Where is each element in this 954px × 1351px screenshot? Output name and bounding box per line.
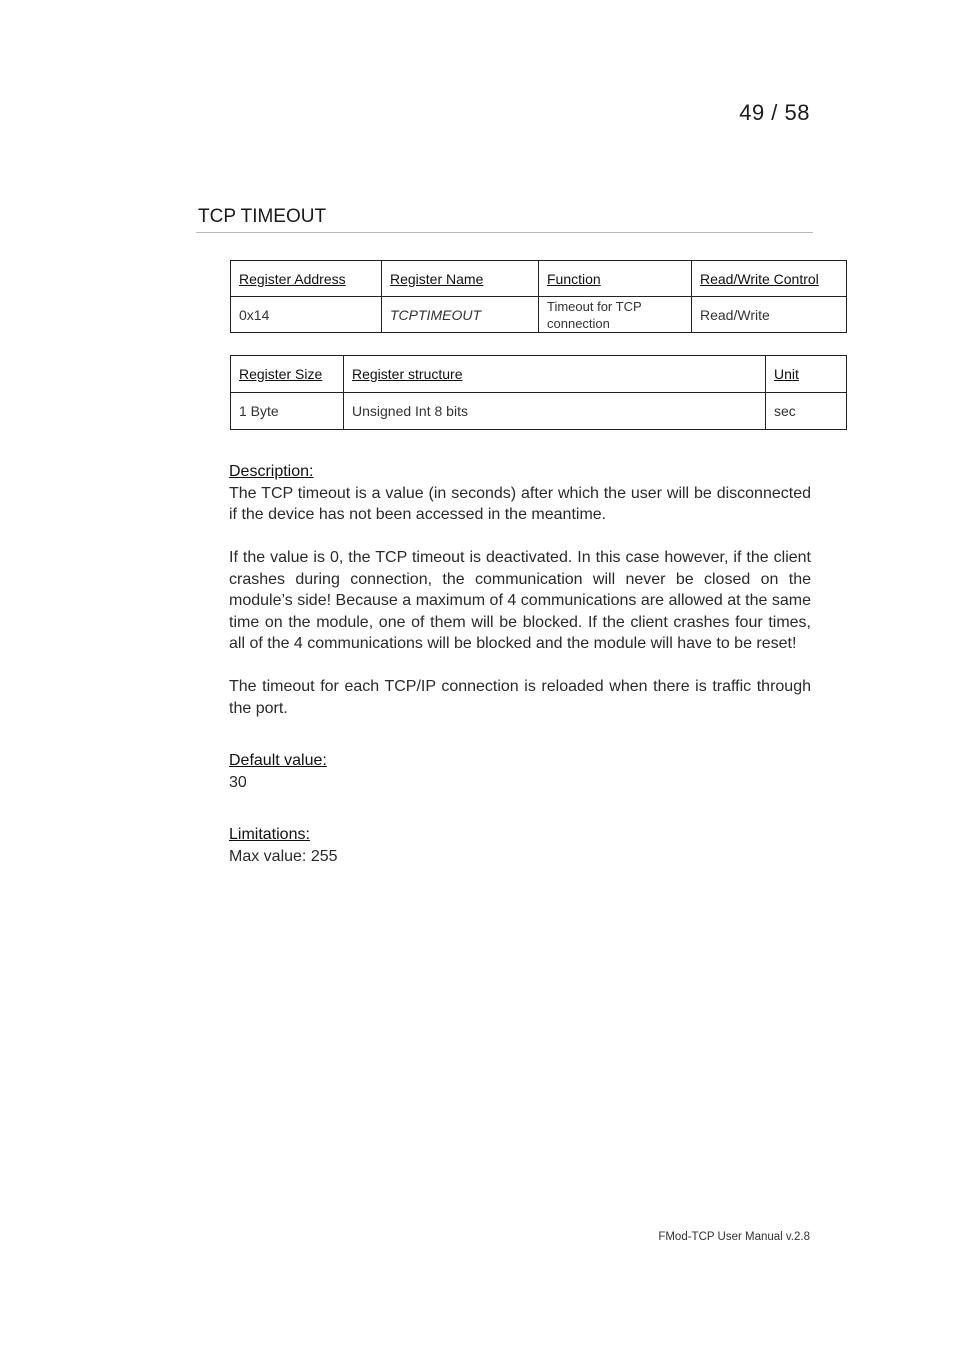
description-paragraph: The TCP timeout is a value (in seconds) after which the user will be disconnected if the device has not been accessed in the meantime. [229, 484, 811, 523]
header-unit: Unit [766, 356, 847, 393]
register-table-header-row [231, 261, 847, 297]
header-function: Function [539, 261, 692, 297]
header-register-address: Register Address [231, 261, 382, 297]
function-value: Timeout for TCP connection [539, 297, 692, 333]
register-table [230, 260, 847, 333]
register-address-value: 0x14 [231, 297, 382, 333]
structure-table [230, 355, 847, 430]
header-register-structure: Register structure [344, 356, 766, 393]
register-size-value: 1 Byte [231, 393, 344, 430]
limitations-label: Limitations: [229, 826, 310, 843]
structure-table-row [231, 393, 847, 430]
register-structure-value: Unsigned Int 8 bits [344, 393, 766, 430]
header-register-size: Register Size [231, 356, 344, 393]
description-paragraph: The timeout for each TCP/IP connection is reloaded when there is traffic through the port. [229, 678, 811, 717]
default-value: 30 [229, 773, 247, 791]
page-number: 49 / 58 [739, 100, 810, 125]
register-name-value: TCPTIMEOUT [382, 297, 539, 333]
structure-table-header-row [231, 356, 847, 393]
register-table-row [231, 297, 847, 333]
description-paragraph: If the value is 0, the TCP timeout is deactivated. In this case however, if the client crashes during connection, the communication will never be closed on the module’s side! Because a maximum of 4 communications are allowed at the same time on the module, one of them will be blocked. If the client crashes four times, all of the 4 communications will be blocked and the module will have to be reset! [229, 549, 811, 652]
description-label: Description: [229, 463, 314, 480]
limitations-value: Max value: 255 [229, 847, 338, 865]
unit-value: sec [766, 393, 847, 430]
title-divider [196, 232, 813, 233]
default-value-label: Default value: [229, 752, 327, 769]
header-register-name: Register Name [382, 261, 539, 297]
section-title: TCP TIMEOUT [198, 206, 327, 227]
footer-text: FMod-TCP User Manual v.2.8 [658, 1231, 810, 1243]
header-read-write-control: Read/Write Control [692, 261, 847, 297]
content-body [229, 461, 811, 867]
read-write-value: Read/Write [692, 297, 847, 333]
